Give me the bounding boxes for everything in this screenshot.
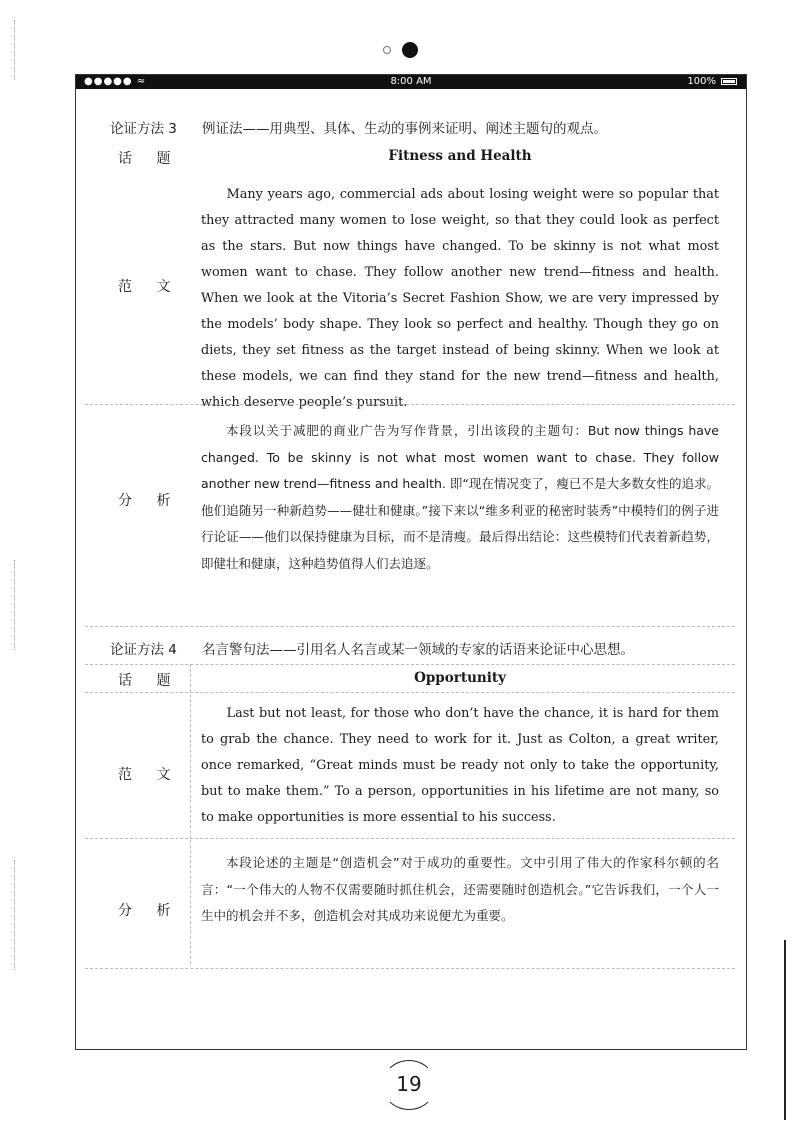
battery-icon — [721, 78, 737, 85]
topic-title: Fitness and Health — [388, 148, 532, 164]
sample-label: 范 文 — [118, 279, 181, 295]
margin-mark — [14, 560, 15, 650]
page-edge-line — [784, 940, 786, 1120]
row-divider — [85, 968, 735, 969]
sample-paragraph: Last but not least, for those who don’t have the chance, it is hard for them to grab the chance. They need to work for it. Just as Colton, a great writer, once remarked, “Great minds must be ready not only to take the opportunity, but to make them.” To a person, opportunities in his lifetime are not many, so to make opportunities is more essential to his success. — [201, 706, 719, 825]
row-divider — [85, 692, 735, 693]
margin-mark — [14, 20, 15, 80]
method-label: 论证方法 3 — [110, 121, 177, 137]
method-description: 名言警句法——引用名人名言或某一领域的专家的话语来论证中心思想。 — [202, 642, 634, 658]
row-divider — [85, 838, 735, 839]
analysis-paragraph: 本段以关于减肥的商业广告为写作背景，引出该段的主题句：But now things have changed. To be skinny is not what most women want to chase. They follow another new trend—fitness and health. 即“现在情况变了，瘦已不是大多数女性的追求。他们追随另一种新趋势——健壮和健康。”接下来以“维多利亚的秘密时装秀”中模特们的例子进行论证——他们以保持健康为目标，而不是清瘦。最后得出结论：这些模特们代表着新趋势，即健壮和健康，这种趋势值得人们去追逐。 — [201, 423, 719, 571]
signal-indicator: ●●●●● ≈ — [84, 76, 147, 87]
method-description: 例证法——用典型、具体、生动的事例来证明、阐述主题句的观点。 — [202, 121, 607, 137]
section-divider — [85, 626, 735, 627]
topic-label: 话 题 — [118, 673, 181, 689]
camera-dot — [402, 42, 418, 58]
status-time: 8:00 AM — [390, 76, 432, 87]
row-divider — [85, 664, 735, 665]
topic-title: Opportunity — [414, 670, 506, 686]
analysis-label: 分 析 — [118, 903, 181, 919]
page-number: 19 — [396, 1072, 422, 1096]
row-divider — [85, 404, 735, 405]
sample-paragraph: Many years ago, commercial ads about losing weight were so popular that they attracted many women to lose weight, so that they could look as perfect as the stars. But now things have changed. To be skinny is not what most women want to chase. They follow another new trend—fitness and health. When we look at the Vitoria’s Secret Fashion Show, we are very impressed by the models’ body shape. They look so perfect and healthy. Though they go on diets, they set fitness as the target instead of being skinny. When we look at these models, we can find they stand for the new trend—fitness and health, which deserve people’s pursuit. — [201, 187, 719, 410]
method-heading-4 — [110, 638, 634, 658]
battery-percent: 100% — [687, 76, 716, 87]
method-label: 论证方法 4 — [110, 642, 177, 658]
registration-mark — [383, 46, 391, 54]
analysis-label: 分 析 — [118, 493, 181, 509]
analysis-paragraph: 本段论述的主题是“创造机会”对于成功的重要性。文中引用了伟大的作家科尔顿的名言：“一个伟大的人物不仅需要随时抓住机会，还需要随时创造机会。”它告诉我们，一个人一生中的机会并不多，创造机会对其成功来说便尤为重要。 — [201, 855, 719, 923]
topic-label: 话 题 — [118, 151, 181, 167]
sample-label: 范 文 — [118, 767, 181, 783]
column-divider — [190, 664, 191, 964]
status-bar — [76, 75, 746, 89]
method-heading-3 — [110, 117, 607, 137]
margin-mark — [14, 860, 15, 970]
